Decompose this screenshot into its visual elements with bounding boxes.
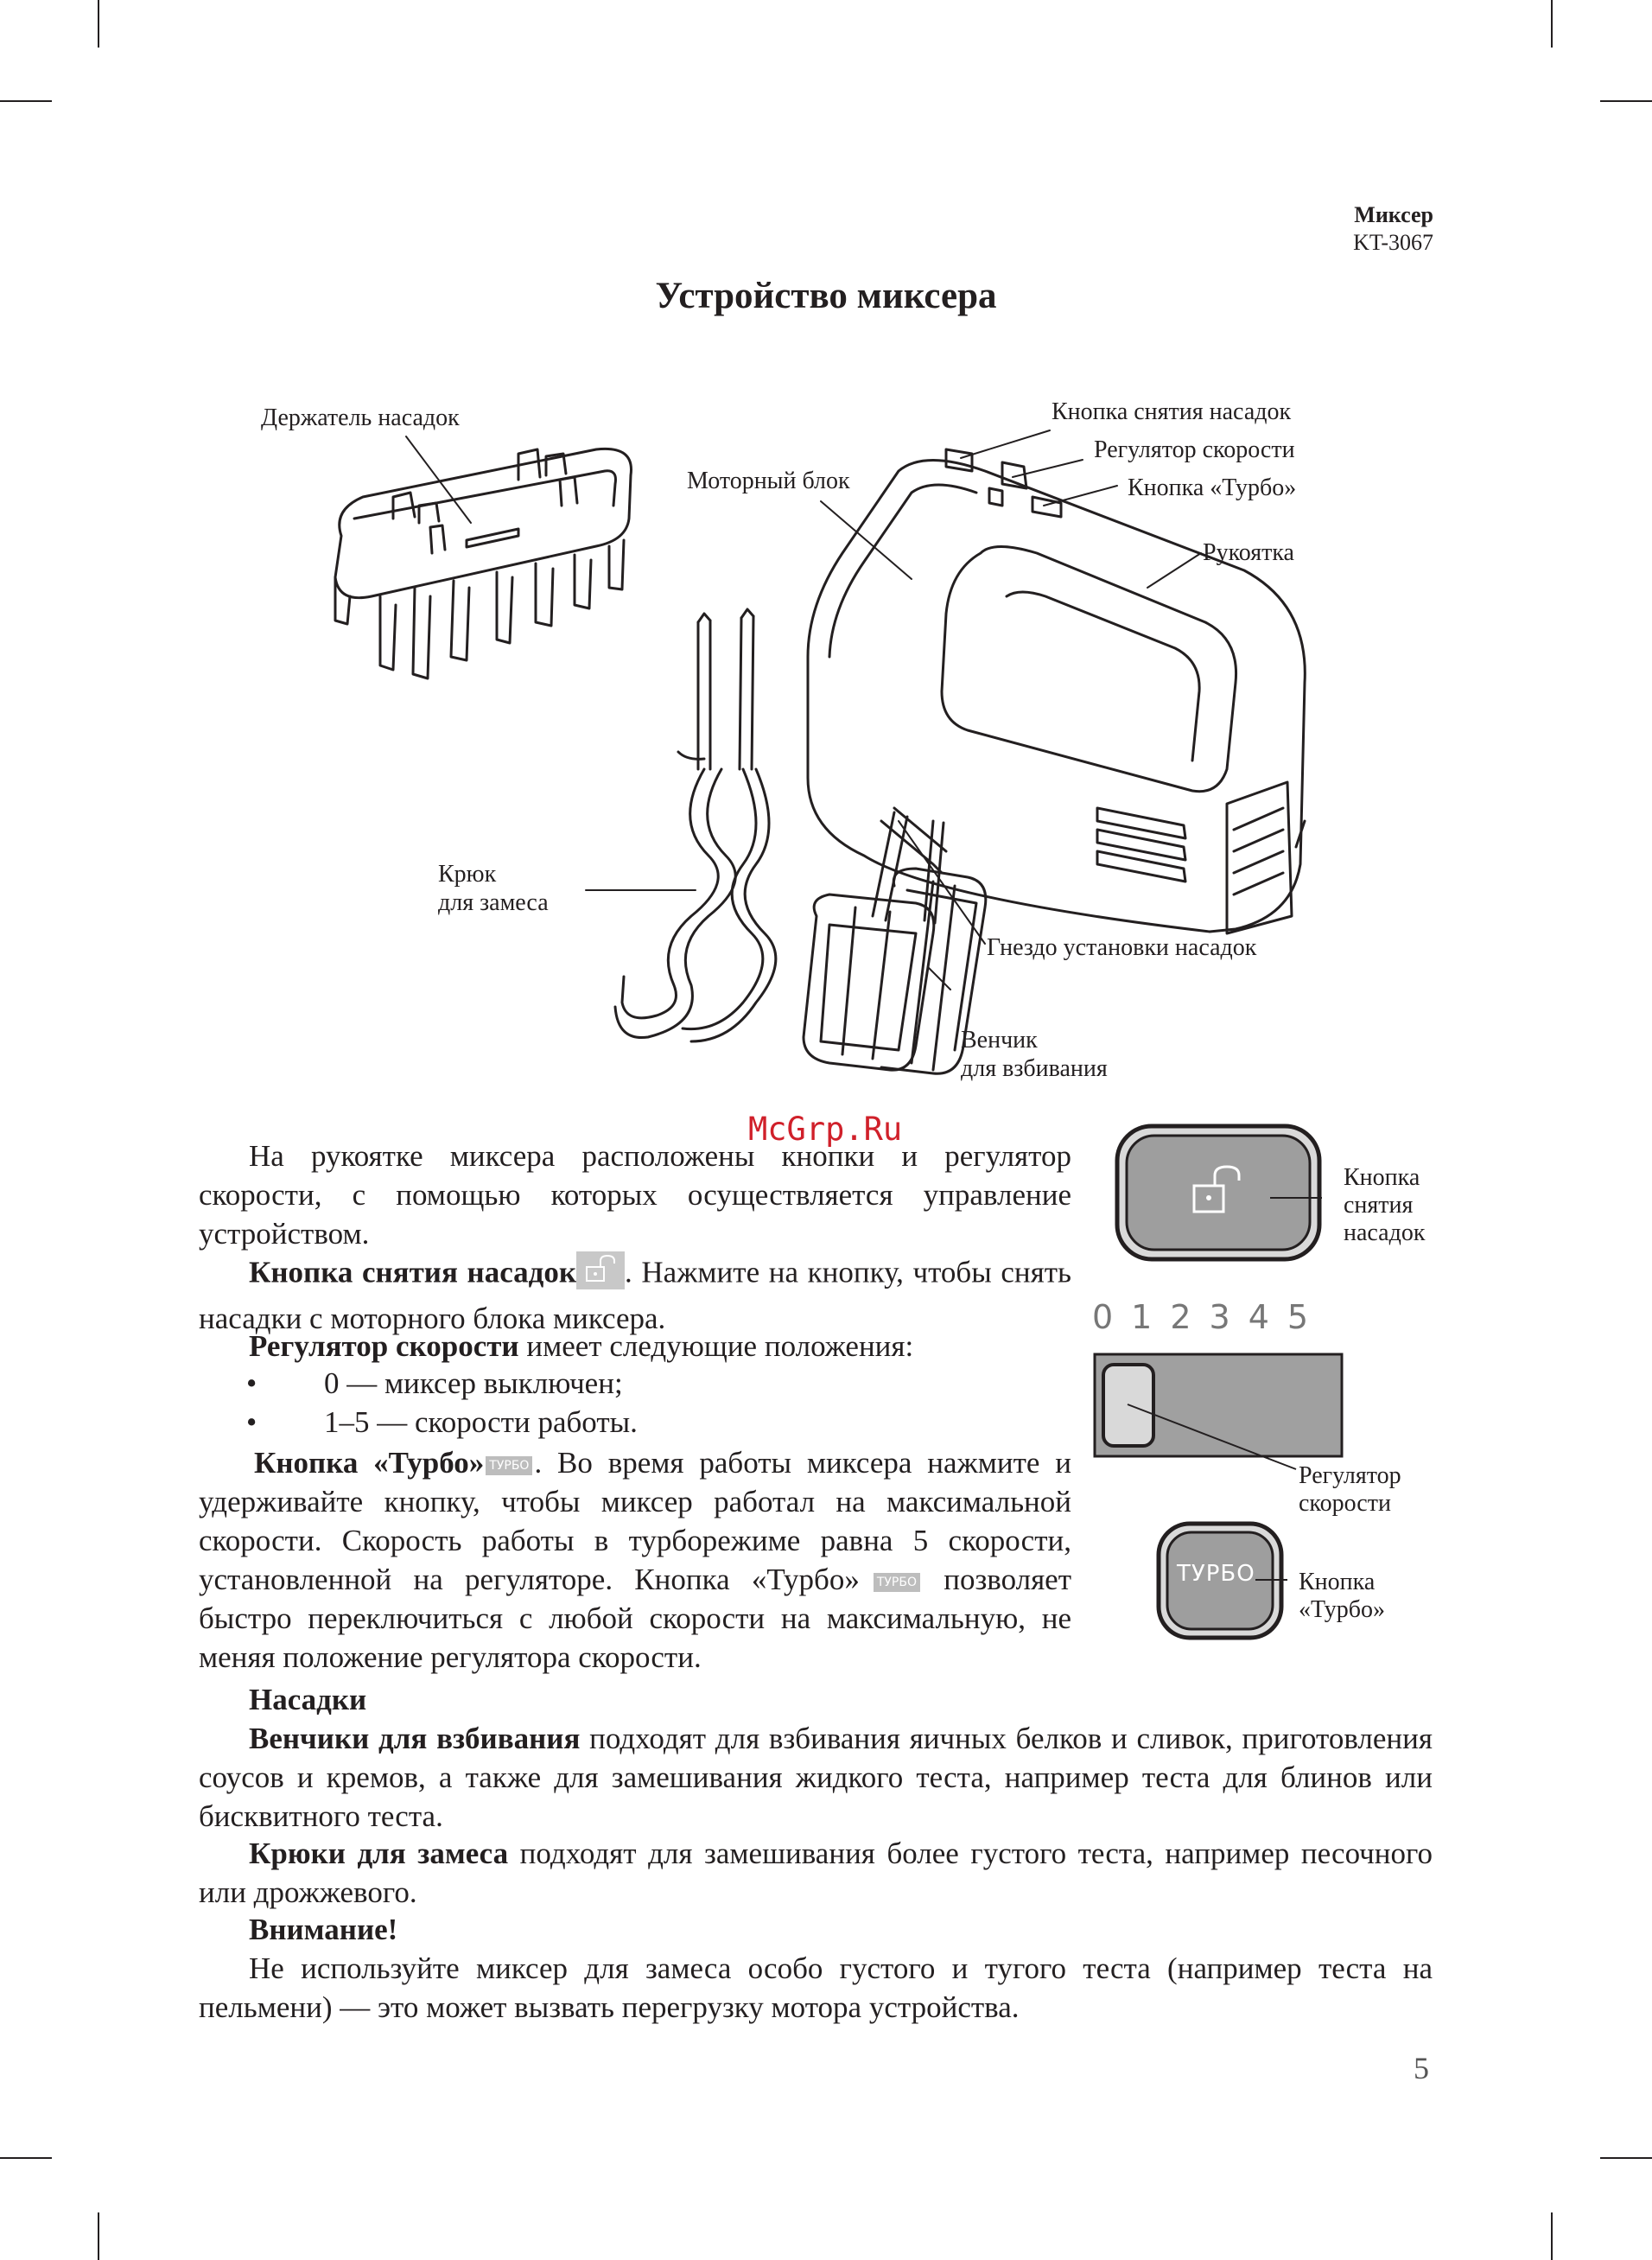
page-title: Устройство миксера: [655, 276, 997, 316]
speed-item-1: 1–5 — скорости работы.: [324, 1405, 638, 1439]
label-whisk-line1: Венчик: [961, 1027, 1038, 1054]
side-eject-label-1: Кнопка: [1344, 1164, 1420, 1191]
bullet-marker: •: [246, 1405, 257, 1439]
side-eject-label-2: снятия: [1344, 1192, 1414, 1219]
side-speed-label-1: Регулятор: [1299, 1462, 1401, 1489]
label-turbo-button: Кнопка «Турбо»: [1128, 474, 1297, 501]
attachments-heading: Насадки: [249, 1683, 367, 1716]
crop-mark: [1551, 2212, 1553, 2260]
mixer-diagram: [0, 0, 1652, 1098]
side-turbo-label-1: Кнопка: [1299, 1569, 1376, 1595]
side-speed-label-2: скорости: [1299, 1490, 1391, 1517]
crop-mark: [1600, 2157, 1652, 2159]
speed-paragraph: Регулятор скорости имеет следующие положения:: [249, 1329, 914, 1363]
attachment-holder-drawing: [335, 449, 632, 678]
page-number: 5: [1414, 2051, 1429, 2085]
label-speed-regulator: Регулятор скорости: [1094, 436, 1295, 463]
side-turbo-label-2: «Турбо»: [1299, 1596, 1385, 1623]
motor-body-drawing: [808, 449, 1305, 933]
whisks-paragraph: Венчики для взбивания подходят для взбивания яичных белков и сливок, приготовления соусов и кремов, а также для замешивания жидкого теста, например теста для блинов или бисквитного теста.: [199, 1722, 1433, 1833]
watermark: McGrp.Ru: [748, 1111, 903, 1148]
eject-button-illustration: [1115, 1124, 1322, 1262]
warning-paragraph: Не используйте миксер для замеса особо густого и тугого теста (например теста на пельмени) — это может вызвать перегрузку мотора устройства.: [199, 1951, 1433, 2024]
intro-paragraph: На рукоятке миксера расположены кнопки и регулятор скорости, с помощью которых осуществляется управление устройством.: [199, 1139, 1071, 1251]
warning-heading: Внимание!: [249, 1913, 398, 1946]
label-eject-button: Кнопка снятия насадок: [1052, 398, 1292, 425]
hooks-paragraph: Крюки для замеса подходят для замешивания более густого теста, например песочного или дрожжевого.: [199, 1837, 1433, 1909]
label-motor: Моторный блок: [687, 468, 850, 494]
speed-item-0: 0 — миксер выключен;: [324, 1366, 623, 1400]
turbo-icon: ТУРБО: [486, 1456, 532, 1475]
crop-mark: [98, 2212, 99, 2260]
header-model: KT-3067: [1353, 230, 1433, 255]
whisk-drawing: [804, 812, 986, 1073]
dough-hook-drawing: [615, 609, 776, 1041]
label-hook-line2: для замеса: [438, 889, 549, 916]
label-socket: Гнездо установки насадок: [987, 934, 1257, 961]
header-product: Миксер: [1354, 202, 1433, 227]
unlock-icon: [576, 1251, 625, 1299]
side-eject-label-3: насадок: [1344, 1219, 1426, 1246]
label-whisk-line2: для взбивания: [961, 1055, 1108, 1082]
crop-mark: [0, 2157, 52, 2159]
turbo-icon: ТУРБО: [874, 1573, 920, 1592]
label-holder: Держатель насадок: [261, 404, 460, 431]
speed-scale-digits: 012345: [1092, 1298, 1327, 1336]
turbo-paragraph: Кнопка «Турбо» ТУРБО . Во время работы миксера нажмите и удерживайте кнопку, чтобы миксер работал на максимальной скорости. Скорость работы в турборежиме равна 5 скорости, установленной на регуляторе. Кнопка «Турбо» ТУРБО позволяет быстро переключиться с любой скорости на максимальную, не меняя положение регулятора скорости.: [199, 1446, 1072, 1674]
eject-paragraph: Кнопка снятия насадок . Нажмите на кнопку, чтобы снять насадки с моторного блока миксера.: [199, 1251, 1071, 1338]
turbo-button-label: ТУРБО: [1177, 1561, 1255, 1587]
label-handle: Рукоятка: [1203, 539, 1294, 566]
label-hook-line1: Крюк: [438, 861, 497, 888]
bullet-marker: •: [246, 1366, 257, 1400]
